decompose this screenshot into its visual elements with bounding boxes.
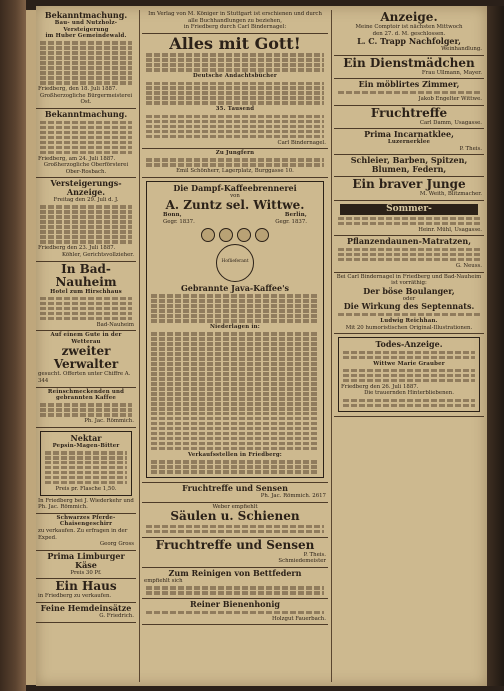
ad-verlag-header — [142, 10, 328, 34]
book-spine — [0, 0, 26, 691]
column-middle — [142, 10, 328, 684]
bitter-brand: Nektar — [70, 432, 102, 443]
bitter-title: Pepsin-Magen-Bitter — [52, 442, 120, 449]
ad-title: Reiner Bienenhonig — [190, 599, 280, 610]
ad-title: Sommer- — [340, 204, 478, 215]
ad-haus — [36, 579, 136, 603]
ad-signature: Carl Damm, Usagasse. — [419, 119, 482, 126]
founded-berlin: Gegr. 1837. — [275, 219, 307, 226]
ad-title: Säulen u. Schienen — [170, 509, 300, 524]
founded-bonn: Gegr. 1837. — [163, 219, 195, 226]
ad-body-text — [149, 294, 321, 322]
ad-date: Friedberg, am 24. Juli 1887. — [38, 155, 116, 162]
ad-body-text-2 — [149, 332, 321, 450]
ad-body-text-2 — [144, 82, 326, 105]
ad-fruchtreffe-damm — [334, 106, 484, 130]
bitter-price: Preis pr. Flasche 1,50. — [55, 486, 117, 493]
ad-line-2: in Friedberg durch Carl Bindernagel: — [183, 24, 287, 31]
ad-text: empfiehlt sich — [144, 578, 183, 585]
ad-body-text — [38, 121, 134, 154]
ad-signature: Georg Gross — [99, 541, 134, 548]
ad-title: In Bad-Nauheim — [55, 261, 117, 289]
zuntz-founded — [149, 219, 321, 226]
ad-title: Ein Dienstmädchen — [343, 55, 475, 70]
ad-kaffee-roemmich — [36, 388, 136, 428]
ad-body-text — [144, 158, 326, 166]
ad-signature: Heinr. Mühl, Usagasse. — [418, 226, 482, 233]
ad-title: Ein Haus — [55, 579, 117, 594]
ad-signature: Ph. Jac. Römmich. — [84, 418, 134, 425]
ad-title-2: Die Wirkung des Septennats. — [343, 301, 475, 312]
ad-anzeige-trapp — [334, 10, 484, 56]
ad-title: Prima Limburger Käse — [47, 550, 125, 570]
ad-date: Friedberg, den 18. Juli 1887. — [38, 86, 118, 93]
ad-bienenhonig — [142, 599, 328, 625]
ad-title: Ein möblirtes Zimmer, — [358, 79, 460, 90]
ad-title: Fruchtreffe und Sensen — [182, 483, 288, 494]
ad-signature: Emil Schönherr, Lagerplatz, Burggasse 10. — [176, 168, 294, 175]
ad-title: Zum Reinigen von Bettfedern — [168, 568, 302, 579]
ad-line-2: den 27. d. M. geschlossen. — [372, 30, 446, 37]
ad-signature: Köhler, Gerichtsvollzieher. — [62, 251, 134, 258]
bitter-box — [40, 431, 132, 496]
medal-row — [149, 228, 321, 242]
ad-signature: Ph. Jac. Römmich. 2617 — [260, 493, 326, 500]
ad-dienstmaedchen — [334, 56, 484, 80]
ad-signature: Holzgut Fauerbach. — [271, 615, 326, 622]
ad-sommer — [334, 201, 484, 237]
ad-body-text — [336, 217, 482, 225]
zuntz-list-title: Niederlagen in: — [210, 324, 260, 331]
ad-matratzen — [334, 236, 484, 272]
ad-title: zweiter Verwalter — [53, 344, 119, 372]
ad-sub: Hotel zum Hirschhaus — [50, 288, 122, 295]
ad-body-text — [341, 351, 477, 359]
ad-title: Prima Incarnatklee, — [364, 129, 454, 140]
ad-title: Schwarzes Pferde-Chaisengeschirr — [56, 514, 116, 528]
ad-zimmer — [334, 79, 484, 105]
ad-author: Ludwig Reichhan. — [380, 317, 438, 324]
ad-title: Zu Jungfern — [215, 150, 255, 157]
ad-sub-2: oder — [402, 295, 416, 302]
column-rule — [139, 10, 140, 682]
ad-todesanzeige — [334, 334, 484, 416]
ad-sub: Weinhandlung. — [441, 46, 482, 53]
ad-signature: Frau Ullmann, Mayer. — [421, 69, 482, 76]
ad-bekanntmachung-holz — [36, 10, 136, 109]
medal-icon — [255, 228, 269, 242]
city-berlin: Berlin, — [284, 212, 307, 219]
ad-incarnatklee — [334, 129, 484, 155]
ad-body-text-2 — [341, 369, 477, 382]
medal-icon — [237, 228, 251, 242]
zuntz-product: Gebrannte Java-Kaffee's — [180, 282, 290, 293]
ad-body-text-3 — [341, 399, 477, 407]
ad-title: Reinschmeckenden und gebrannten Kaffee — [47, 388, 125, 402]
ad-sub: Schmiedemeister — [278, 558, 326, 565]
ad-title: Ein braver Junge — [352, 177, 466, 192]
ad-verwalter — [36, 331, 136, 387]
ad-text: in Friedberg zu verkaufen. — [38, 593, 112, 600]
bitter-seller: In Friedberg bei J. Wiederkehr und Ph. Jac. Römmich. — [38, 497, 134, 511]
ad-signature: P. Theis. — [303, 551, 326, 558]
ad-name: Wittwe Marie Grauber — [373, 360, 445, 367]
ad-signature: G. Friedrich. — [99, 612, 134, 619]
ad-title: Fruchtreffe — [370, 105, 448, 120]
ad-promo: Deutsche Andachtsbücher — [193, 73, 277, 80]
ad-boulanger — [334, 273, 484, 335]
zuntz-maker: A. Zuntz sel. Wittwe. — [165, 198, 305, 213]
ad-fruchtreffe-1 — [142, 483, 328, 503]
ad-copies: 35. Tausend — [215, 106, 255, 113]
zuntz-von: von — [230, 192, 240, 199]
column-rule — [331, 10, 332, 682]
ad-line: Im Verlag von M. Königer in Stuttgart ist erschienen und durch alle Buchhandlungen zu beziehen, — [148, 11, 322, 24]
ad-title: Anzeige. — [380, 10, 438, 24]
newspaper-page — [36, 6, 487, 686]
ad-body-text — [38, 403, 134, 416]
ad-title: Schleier, Barben, Spitzen, — [350, 155, 468, 166]
ad-line-2: gesucht. Offerten unter Chiffre A. 344 — [38, 371, 131, 385]
ad-pferde — [36, 514, 136, 551]
zuntz-cities — [149, 212, 321, 219]
ad-magen-bitter — [36, 428, 136, 514]
medal-icon — [219, 228, 233, 242]
column-left — [36, 10, 136, 684]
ad-price: Mit 20 humoristischen Original-Illustrationen. — [345, 324, 473, 331]
ad-body-text — [144, 53, 326, 71]
ad-title: Todes-Anzeige. — [375, 339, 443, 350]
hoflieferant-seal-icon — [216, 244, 254, 282]
ad-bad-nauheim — [36, 262, 136, 332]
ad-alles-mit-gott — [142, 34, 328, 149]
ad-date: Friedberg den 26. Juli 1887. — [341, 383, 419, 390]
ad-subtitle-2: im Huber Gemeindewald. — [45, 33, 127, 40]
ad-place: Bad-Nauheim — [96, 321, 134, 328]
ad-title: Bekanntmachung. — [44, 10, 128, 20]
ad-kaese — [36, 551, 136, 580]
ad-sub: Bei Carl Bindernagel in Friedberg und Bad-Nauheim ist vorräthig: — [336, 273, 482, 287]
city-bonn: Bonn, — [163, 212, 182, 219]
ad-signature: Großherzogliche Oberförsterei Ober-Rosbach. — [43, 162, 129, 175]
ad-title: Feine Hemdeinsätze — [40, 602, 132, 613]
ad-price: Preis 30 Pf. — [70, 569, 102, 576]
seal-label: Hoflieferant — [221, 259, 249, 265]
ad-body-text — [43, 451, 129, 484]
ad-bettfedern — [142, 568, 328, 599]
ad-title: Der böse Boulanger, — [363, 285, 455, 296]
medal-icon — [201, 228, 215, 242]
ad-text: zu verkaufen. Zu erfragen in der Exped. — [38, 527, 128, 541]
zuntz-sales: Verkaufsstellen in Friedberg: — [188, 451, 282, 458]
ad-schleier — [334, 155, 484, 177]
ad-hemden — [36, 603, 136, 623]
ad-signature: M. Weith, Blitzmacher. — [419, 191, 482, 198]
ad-signature: P. Theis. — [459, 145, 482, 152]
ad-signature: Die trauernden Hinterbliebenen. — [364, 390, 454, 397]
ad-body-text — [336, 248, 482, 261]
ad-body-text — [144, 611, 326, 614]
ad-title: Fruchtreffe und Sensen — [155, 537, 315, 552]
ad-title: Pflanzendaunen-Matratzen, — [347, 236, 471, 247]
ad-title: Alles mit Gott! — [169, 33, 301, 53]
ad-kaffee-zuntz — [142, 178, 328, 483]
column-right — [334, 10, 484, 684]
ad-fruchtreffe-2 — [142, 538, 328, 568]
ad-body-text — [336, 91, 482, 94]
ad-body-text — [38, 297, 134, 320]
ad-signature: Jakob Engelter Wittwe. — [418, 95, 482, 102]
ad-body-text-3 — [144, 115, 326, 138]
ad-line: Meine Comptoir ist nächsten Mittwoch — [355, 24, 463, 30]
ad-saeulen — [142, 503, 328, 538]
page-edge — [487, 6, 504, 686]
ad-signature: Carl Bindernagel. — [277, 139, 326, 146]
zuntz-box — [146, 181, 324, 478]
ad-signature: Großherzogliche Bürgermeisterei Ost. — [39, 92, 133, 106]
ad-sub: Blumen, Federn, — [371, 164, 447, 175]
ad-body-text-3 — [149, 460, 321, 473]
ad-body-text — [336, 313, 482, 316]
ad-sub: Weber empfiehlt — [212, 503, 258, 510]
todes-box — [338, 337, 480, 411]
ad-body-text — [144, 586, 326, 594]
ad-sub: Luzernerklee — [387, 139, 431, 146]
ad-junge — [334, 177, 484, 201]
ad-body-text — [38, 205, 134, 243]
ad-date: Friedberg den 23. Juli 1887. — [38, 245, 116, 252]
zuntz-title: Die Dampf-Kaffeebrennerei — [173, 182, 297, 193]
ad-title: Versteigerungs-Anzeige. — [50, 178, 122, 198]
ad-title: Bekanntmachung. — [44, 109, 128, 120]
ad-subtitle: Bau- und Nutzholz-Versteigerung — [54, 20, 118, 33]
ad-bekanntmachung-forst — [36, 109, 136, 178]
ad-line: Freitag den 29. Juli d. J. — [53, 197, 119, 204]
ad-versteigerung — [36, 178, 136, 261]
ad-firm: L. C. Trapp Nachfolger, — [357, 36, 461, 47]
ad-line: Auf einem Gute in der Wetterau — [50, 332, 122, 345]
ad-body-text — [38, 41, 134, 84]
ad-jungfer — [142, 149, 328, 178]
ad-signature: G. Neuss. — [455, 263, 482, 270]
ad-body-text — [144, 525, 326, 533]
